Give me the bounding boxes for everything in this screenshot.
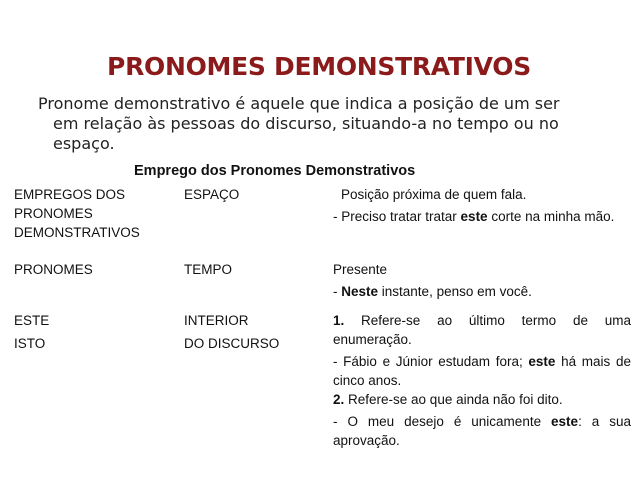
row3-item1-example-a: - Fábio e Júnior estudam fora;: [333, 354, 529, 369]
row3-item1-example-b: há mais de cinco anos.: [333, 354, 632, 388]
row3-item2-example-a: - O meu desejo é unicamente: [333, 414, 552, 429]
row3-item2-num: 2.: [333, 392, 345, 407]
row2-example: [333, 282, 631, 301]
row3-item2-example-b: : a sua aprovação.: [333, 414, 631, 448]
row1-col3: [333, 185, 631, 226]
row2-example-a: -: [333, 284, 342, 299]
row1-col1: [14, 185, 164, 242]
row2-example-bold: Neste: [341, 284, 379, 299]
intro-line-1: Pronome demonstrativo é aquele que indica a posição de um ser: [38, 94, 560, 113]
row3-col1: [14, 311, 164, 353]
row3-item1-text: Refere-se ao último termo de uma enumeração.: [333, 313, 631, 347]
row3-item1-num: 1.: [333, 313, 345, 328]
row2-col2: TEMPO: [184, 262, 233, 277]
row3-col3: [333, 311, 631, 450]
row1-col1-line1: EMPREGOS DOS: [14, 187, 126, 202]
row3-item1: [333, 311, 631, 349]
intro-line-2: em relação às pessoas do discurso, situando-a no tempo ou no: [53, 114, 559, 133]
page-title: PRONOMES DEMONSTRATIVOS: [107, 52, 531, 81]
row1-example: [333, 207, 631, 226]
row1-col1-line2: PRONOMES: [14, 206, 93, 221]
row3-col2-line2: DO DISCURSO: [184, 336, 280, 351]
row2-example-b: instante, penso em você.: [378, 284, 532, 299]
row1-example-bold: este: [460, 209, 488, 224]
intro-paragraph: [38, 94, 623, 154]
row1-example-a: - Preciso tratar tratar: [333, 209, 461, 224]
row1-col2: ESPAÇO: [184, 187, 240, 202]
row3-item2-example-bold: este: [551, 414, 579, 429]
row1-example-b: corte na minha mão.: [487, 209, 615, 224]
row2-col3: [333, 260, 631, 301]
row3-item2-example: [333, 412, 631, 450]
row3-col1-line2: ISTO: [14, 336, 46, 351]
row3-col1-line1: ESTE: [14, 313, 50, 328]
row3-item1-example-bold: este: [528, 354, 556, 369]
row2-col1: PRONOMES: [14, 262, 93, 277]
row3-col2-line1: INTERIOR: [184, 313, 249, 328]
intro-line-3: espaço.: [53, 134, 115, 153]
row3-col2: [184, 311, 324, 353]
row3-item1-example: [333, 352, 631, 390]
row1-col1-line3: DEMONSTRATIVOS: [14, 225, 140, 240]
row3-item2: [333, 390, 631, 409]
table-subtitle: Emprego dos Pronomes Demonstrativos: [134, 163, 416, 179]
row2-heading: Presente: [333, 262, 388, 277]
row1-heading: Posição próxima de quem fala.: [341, 187, 527, 202]
row3-item2-text: Refere-se ao que ainda não foi dito.: [344, 392, 563, 407]
